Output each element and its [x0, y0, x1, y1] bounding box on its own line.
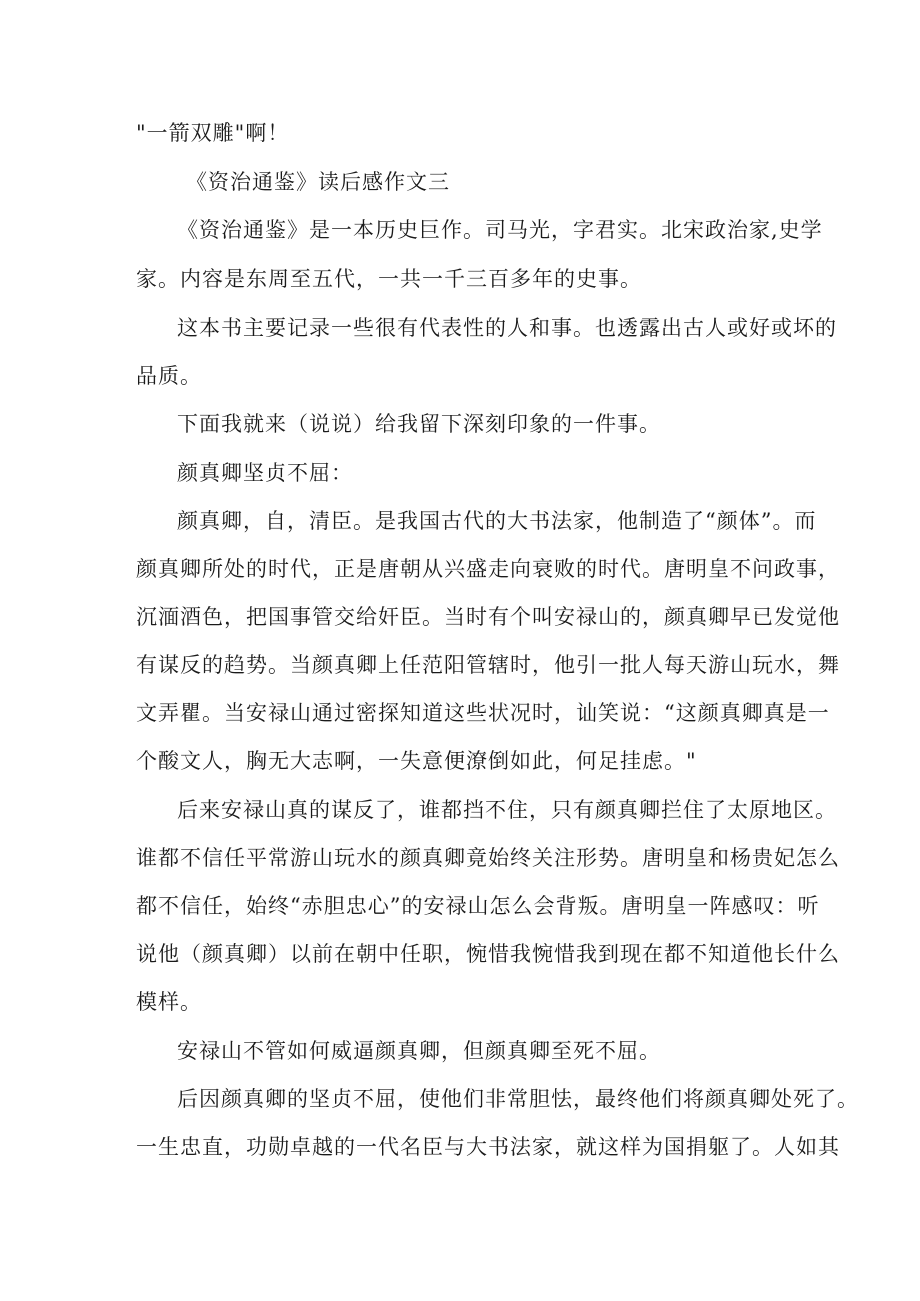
text-line: 下面我就来（说说）给我留下深刻印象的一件事。	[177, 412, 661, 436]
text-line: 颜真卿所处的时代，正是唐朝从兴盛走向衰败的时代。唐明皇不问政事，	[136, 557, 840, 581]
text-line: 这本书主要记录一些很有代表性的人和事。也透露出古人或好或坏的	[177, 316, 837, 340]
text-line: 后来安禄山真的谋反了，谁都挡不住，只有颜真卿拦住了太原地区。	[177, 798, 837, 822]
text-line: 说他（颜真卿）以前在朝中任职，惋惜我惋惜我到现在都不知道他长什么	[136, 942, 840, 966]
subheading: 颜真卿坚贞不屈：	[177, 461, 353, 485]
text-line: 谁都不信任平常游山玩水的颜真卿竟始终关注形势。唐明皇和杨贵妃怎么	[136, 846, 840, 870]
text-line: 个酸文人，胸无大志啊，一失意便潦倒如此，何足挂虑。"	[136, 749, 697, 773]
text-line: 家。内容是东周至五代，一共一千三百多年的史事。	[136, 267, 642, 291]
text-line: 文弄瞿。当安禄山通过密探知道这些状况时，讪笑说：“这颜真卿真是一	[136, 701, 830, 725]
text-line: 一生忠直，功勋卓越的一代名臣与大书法家，就这样为国捐躯了。人如其	[136, 1135, 840, 1159]
text-line: 颜真卿，自，清臣。是我国古代的大书法家，他制造了“颜体”。而	[177, 509, 817, 533]
text-line: 后因颜真卿的坚贞不屈，使他们非常胆怯，最终他们将颜真卿处死了。	[177, 1087, 859, 1111]
text-line: 沉湎酒色，把国事管交给奸臣。当时有个叫安禄山的，颜真卿早已发觉他	[136, 605, 840, 629]
text-line: 《资治通鉴》是一本历史巨作。司马光，字君实。北宋政治家,史学	[177, 218, 823, 242]
section-heading: 《资治通鉴》读后感作文三	[186, 170, 450, 194]
text-line: 有谋反的趋势。当颜真卿上任范阳管辖时，他引一批人每天游山玩水，舞	[136, 653, 840, 677]
text-line: 模样。	[136, 990, 202, 1014]
text-line: "一箭双雕"啊！	[136, 121, 290, 145]
text-line: 都不信任，始终“赤胆忠心”的安禄山怎么会背叛。唐明皇一阵感叹：听	[136, 894, 820, 918]
text-line: 品质。	[136, 364, 202, 388]
text-line: 安禄山不管如何威逼颜真卿，但颜真卿至死不屈。	[177, 1039, 661, 1063]
